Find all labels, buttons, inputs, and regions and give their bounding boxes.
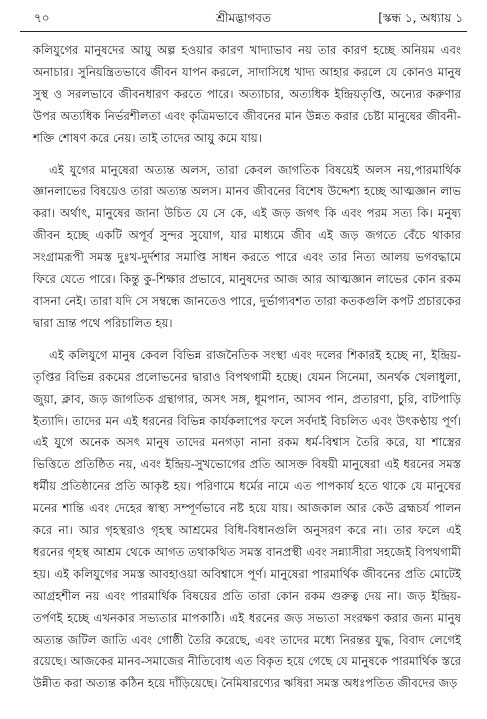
header-rule xyxy=(20,31,467,32)
page-number: ৭০ xyxy=(34,11,50,25)
body-text xyxy=(33,40,461,695)
paragraph-1: কলিযুগের মানুষদের আয়ু অল্প হওয়ার কারণ খাদ্যাভাব নয় তার কারণ হচ্ছে অনিয়ম এবং অনাচার। সুনিয়ন্ত্রিতভাবে জীবন যাপন করলে, সাদাসিধে খাদ্য আহার করলে যে কোনও মানুষ সুস্থ ও সরলভাবে জীবনধারণ করতে পারে। অত্যাচার, অত্যধিক ইন্দ্রিয়তৃপ্তি, অন্যের করুণার উপর অত্যধিক নির্ভরশীলতা এবং কৃত্রিমভাবে জীবনের মান উন্নত করার চেষ্টা মানুষের জীবনী-শক্তি শোষণ করে নেয়। তাই তাদের আয়ু কমে যায়। xyxy=(33,43,461,145)
paragraph-3: এই কলিযুগে মানুষ কেবল বিভিন্ন রাজনৈতিক সংস্থা এবং দলের শিকারই হচ্ছে না, ইন্দ্রিয়-তৃপ্তির বিভিন্ন রকমের প্রলোভনের দ্বারাও বিপথগামী হচ্ছে। যেমন সিনেমা, অনর্থক খেলাধুলা, জুয়া, ক্লাব, জড় জাগতিক গ্রন্থাগার, অসৎ সঙ্গ, ধূমপান, আসব পান, প্রতারণা, চুরি, বাটপাড়ি ইত্যাদি। তাদের মন এই ধরনের বিভিন্ন কার্যকলাপের ফলে সর্বদাই বিচলিত এবং উৎকণ্ঠায় পূর্ণ। এই যুগে অনেক অসৎ মানুষ তাদের মনগড়া নানা রকম ধর্ম-বিশ্বাস তৈরি করে, যা শাস্ত্রের ভিত্তিতে প্রতিষ্ঠিত নয়, এবং ইন্দ্রিয়-সুখভোগের প্রতি আসক্ত বিষয়ী মানুষেরা এই ধরনের সমস্ত ধর্মীয় প্রতিষ্ঠানের প্রতি আকৃষ্ট হয়। পরিণামে ধর্মের নামে এত পাপকার্য হতে থাকে যে মানুষের মনের শান্তি এবং দেহের স্বাস্থ্য সম্পূর্ণভাবে নষ্ট হয়ে যায়। আজকাল আর কেউ ব্রহ্মচর্য পালন করে না। আর গৃহস্থরাও গৃহস্থ আশ্রমের বিধি-বিধানগুলি অনুসরণ করে না। তার ফলে এই ধরনের গৃহস্থ আশ্রম থেকে আগত তথাকথিত সমস্ত বানপ্রস্থী এবং সন্ন্যাসীরা সহজেই বিপথগামী হয়। এই কলিযুগের সমস্ত আবহাওয়া অবিশ্বাসে পূর্ণ। মানুষেরা পারমার্থিক জীবনের প্রতি মোটেই আগ্রহশীল নয় এবং পারমার্থিক বিষয়ের প্রতি তারা কোন রকম গুরুত্ব দেয় না। জড় ইন্দ্রিয়-তর্পণই হচ্ছে এখনকার সভ্যতার মাপকাঠি। এই ধরনের জড় সভ্যতা সংরক্ষণ করার জন্য মানুষ অত্যন্ত জটিল জাতি এবং গোষ্ঠী তৈরি করেছে, এবং তাদের মধ্যে নিরন্তর যুদ্ধ, বিবাদ লেগেই রয়েছে। আজকের মানব-সমাজের নীতিবোধ এত বিকৃত হয়ে গেছে যে মানুষকে পারমার্থিক স্তরে উন্নীত করা অত্যন্ত কঠিন হয়ে দাঁড়িয়েছে। নৈমিষারণ্যের ঋষিরা সমস্ত অধঃপতিত জীবদের জড় xyxy=(33,347,461,691)
section-reference: [স্কন্ধ ১, অধ্যায় ১ xyxy=(378,11,463,25)
book-title: শ্রীমদ্ভাগবত xyxy=(215,11,271,25)
page-header xyxy=(20,6,467,28)
paragraph-2: এই যুগের মানুষেরা অত্যন্ত অলস, তারা কেবল জাগতিক বিষয়েই অলস নয়,পারমার্থিক জ্ঞানলাভের বিষয়েও তারা অত্যন্ত অলস। মানব জীবনের বিশেষ উদ্দেশ্য হচ্ছে আত্মজ্ঞান লাভ করা। অর্থাৎ, মানুষের জানা উচিত যে সে কে, এই জড় জগৎ কি এবং পরম সত্য কি। মনুষ্য জীবন হচ্ছে একটি অপূর্ব সুন্দর সুযোগ, যার মাধ্যমে জীব এই জড় জগতে বেঁচে থাকার সংগ্রামরূপী সমস্ত দুঃখ-দুর্দশার সমাপ্তি সাধন করতে পারে এবং তার নিত্য আলয় ভগবদ্ধামে ফিরে যেতে পারে। কিন্তু কু-শিক্ষার প্রভাবে, মানুষদের আজ আর আত্মজ্ঞান লাভের কোন রকম বাসনা নেই। তারা যদি সে সম্বন্ধে জানতেও পারে, দুর্ভাগ্যবশত তারা কতকগুলি কপট প্রচারকের দ্বারা ভ্রান্ত পথে পরিচালিত হয়। xyxy=(33,162,461,330)
